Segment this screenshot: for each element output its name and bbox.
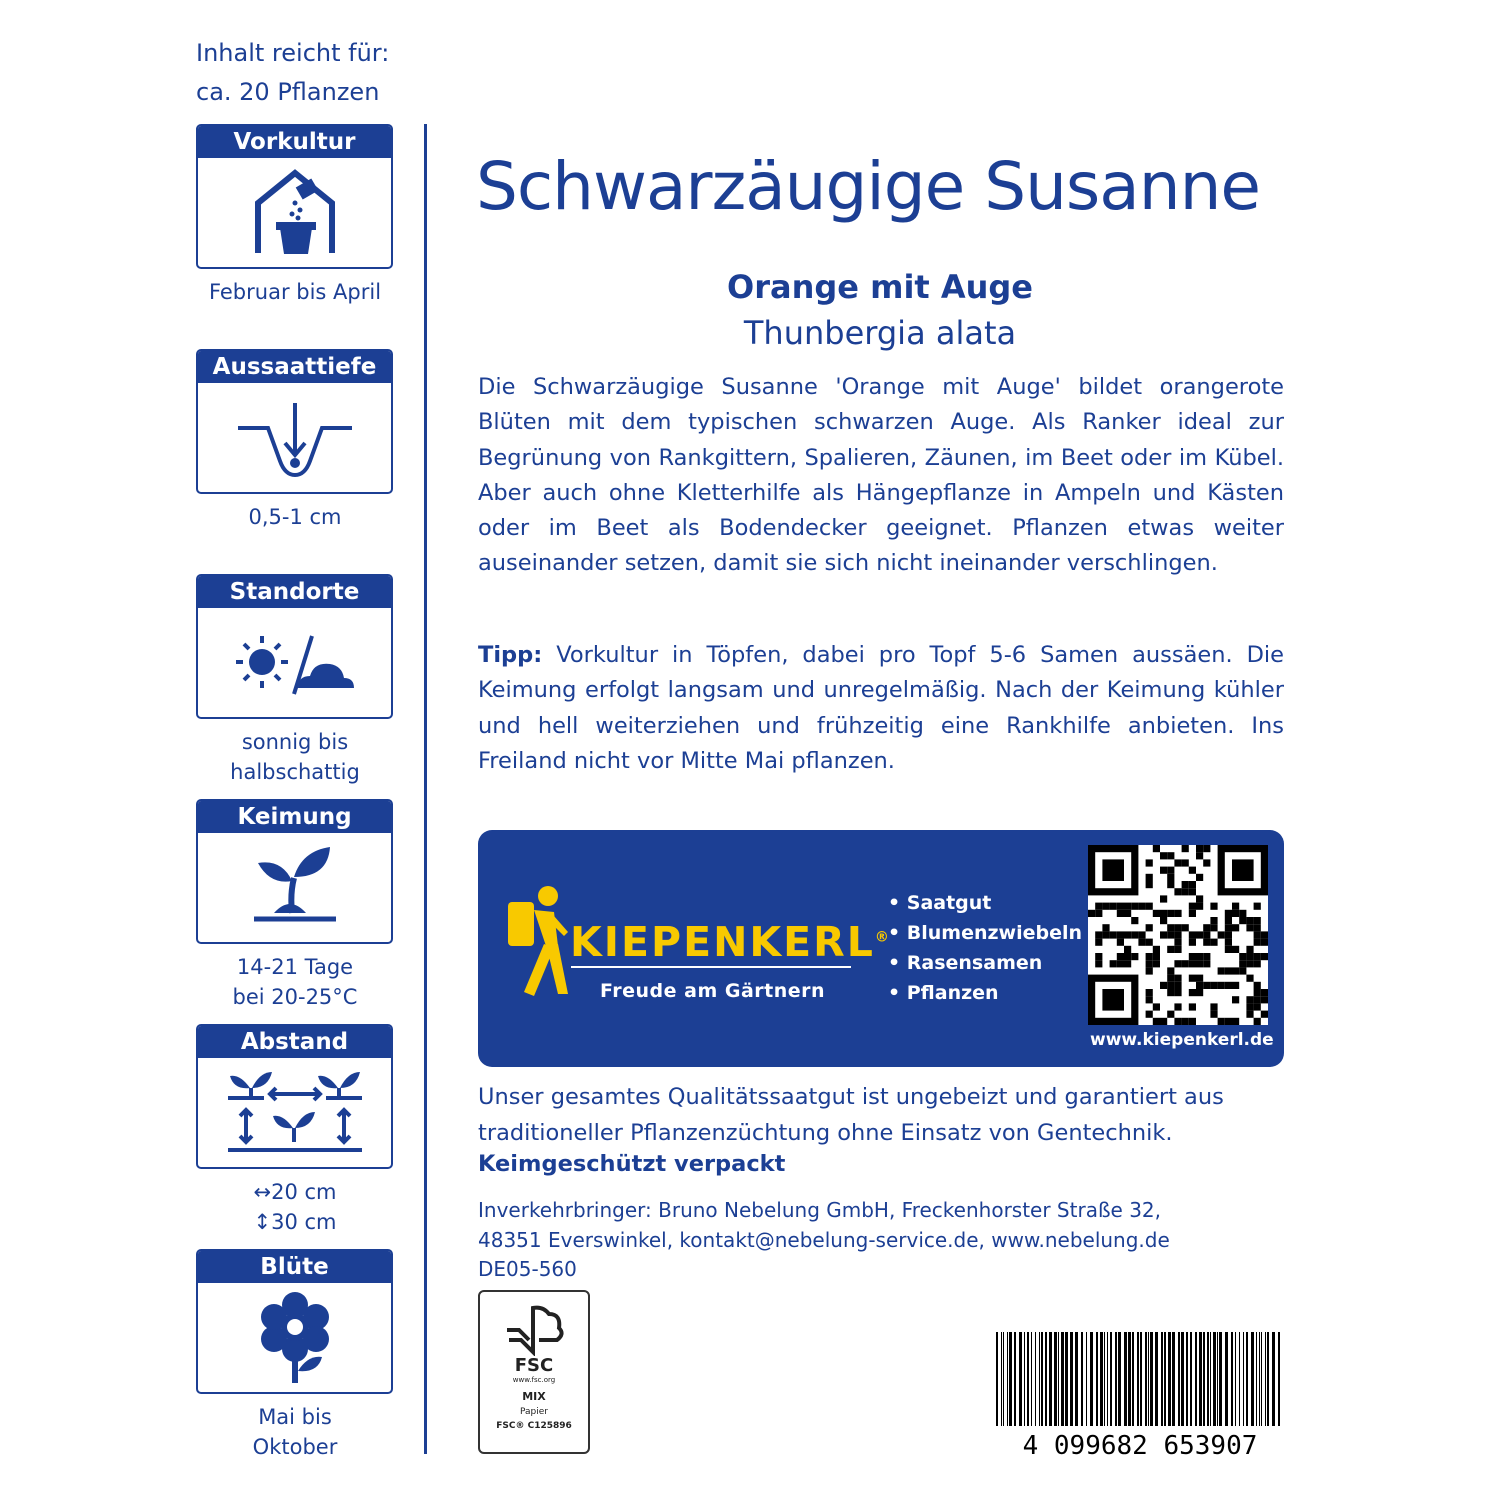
product-latin-name: Thunbergia alata — [743, 314, 1017, 352]
card-title: Standorte — [198, 576, 391, 608]
brand-name: KIEPENKERL — [570, 918, 875, 966]
card-value-aussaattiefe — [150, 502, 440, 532]
card-title: Keimung — [198, 801, 391, 833]
hiker-logo-icon — [504, 882, 570, 1000]
brand-slogan: Freude am Gärtnern — [600, 980, 826, 1002]
category-item: • Blumenzwiebeln — [888, 922, 1083, 944]
brand-logo-text — [570, 918, 891, 966]
sowing-depth-icon — [230, 383, 360, 488]
brand-url[interactable]: www.kiepenkerl.de — [1090, 1030, 1274, 1050]
card-value-line: Oktober — [252, 1435, 338, 1459]
card-aussaattiefe — [196, 349, 393, 494]
card-vorkultur — [196, 124, 393, 269]
card-value-line: ↕30 cm — [253, 1210, 337, 1234]
card-bluete — [196, 1249, 393, 1394]
fsc-material: Papier — [520, 1407, 548, 1417]
card-value-standorte — [150, 727, 440, 787]
fsc-mix: MIX — [522, 1390, 546, 1403]
product-description: Die Schwarzäugige Susanne 'Orange mit Auge' bildet orangerote Blüten mit dem typischen schwarzen Auge. Als Ranker ideal zur Begrünung von Rankgittern, Spalieren, Zäunen, im Beet oder im Kübel. Aber auch ohne Kletterhilfe als Hängepflanze in Ampeln und Kästen oder im Beet als Bodendecker geeignet. Pflanzen etwas weiter auseinander setzen, damit sie sich nicht ineinander verschlingen. — [478, 374, 1284, 577]
card-value-line: bei 20-25°C — [232, 985, 358, 1009]
card-value-line: Mai bis — [258, 1405, 332, 1429]
product-tip — [478, 638, 1284, 779]
category-item: • Saatgut — [888, 892, 992, 914]
card-value-line: sonnig bis — [241, 730, 349, 754]
card-title: Vorkultur — [198, 126, 391, 158]
barcode — [996, 1332, 1284, 1456]
tip-text: Vorkultur in Töpfen, dabei pro Topf 5-6 Samen aussäen. Die Keimung erfolgt langsam und unregelmäßig. Nach der Keimung kühler und hell weiterziehen und frühzeitig eine Rankhilfe anbieten. Ins Freiland nicht vor Mitte Mai pflanzen. — [478, 642, 1284, 774]
distributor-line: 48351 Everswinkel, kontakt@nebelung-service.de, www.nebelung.de — [478, 1227, 1170, 1252]
brand-underline — [571, 966, 851, 968]
card-value-line: halbschattig — [230, 760, 360, 784]
flower-icon — [230, 1283, 360, 1388]
sun-cloud-icon — [230, 608, 360, 713]
tip-label: Tipp: — [478, 642, 543, 668]
product-variety: Orange mit Auge — [726, 268, 1033, 306]
quality-note: Unser gesamtes Qualitätssaatgut ist ungebeizt und garantiert aus traditioneller Pflanzenzüchtung ohne Einsatz von Gentechnik. — [478, 1084, 1224, 1146]
fsc-code: FSC® C125896 — [496, 1421, 572, 1431]
registered-mark: ® — [874, 929, 891, 946]
card-value-keimung — [150, 952, 440, 1012]
card-keimung — [196, 799, 393, 944]
category-item: • Rasensamen — [888, 952, 1043, 974]
quality-note-bold: Keimgeschützt verpackt — [478, 1151, 786, 1177]
category-item: • Pflanzen — [888, 982, 999, 1004]
fsc-site: www.fsc.org — [512, 1376, 556, 1384]
content-note-line2: ca. 20 Pflanzen — [196, 78, 380, 106]
content-note — [196, 34, 389, 112]
card-title: Abstand — [198, 1026, 391, 1058]
distributor-info — [478, 1196, 1278, 1285]
content-note-line1: Inhalt reicht für: — [196, 39, 390, 67]
product-title: Schwarzäugige Susanne — [476, 148, 1261, 225]
column-divider — [424, 124, 427, 1454]
card-value-bluete — [150, 1402, 440, 1462]
barcode-number: 4 099682 653907 — [1022, 1431, 1258, 1456]
card-standorte — [196, 574, 393, 719]
card-value-line: 0,5-1 cm — [248, 505, 342, 529]
card-abstand — [196, 1024, 393, 1169]
card-title: Blüte — [198, 1251, 391, 1283]
qr-code[interactable] — [1088, 845, 1268, 1025]
seedling-icon — [230, 833, 360, 938]
fsc-name: FSC — [514, 1355, 554, 1376]
card-value-vorkultur — [150, 277, 440, 307]
distributor-line: Inverkehrbringer: Bruno Nebelung GmbH, Freckenhorster Straße 32, — [478, 1198, 1162, 1222]
plant-spacing-icon — [220, 1058, 370, 1163]
card-value-abstand — [150, 1177, 440, 1237]
card-value-line: 14-21 Tage — [236, 955, 354, 979]
greenhouse-sowing-icon — [240, 158, 350, 263]
product-categories — [888, 888, 1082, 1008]
distributor-line: DE05-560 — [478, 1257, 577, 1281]
card-title: Aussaattiefe — [198, 351, 391, 383]
card-value-line: Februar bis April — [208, 280, 382, 304]
fsc-tree-icon — [499, 1300, 569, 1356]
card-value-line: ↔20 cm — [253, 1180, 337, 1204]
fsc-label — [478, 1290, 590, 1454]
